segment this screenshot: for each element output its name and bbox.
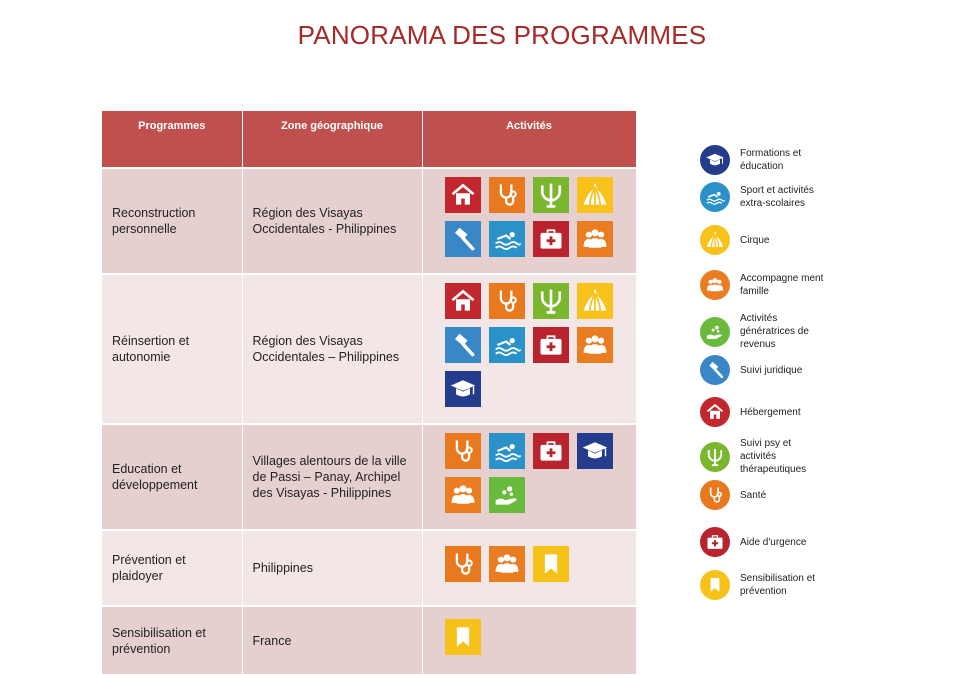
first-aid-icon <box>700 527 730 557</box>
first-aid-icon <box>533 433 569 469</box>
family-icon <box>577 221 613 257</box>
legend-item <box>700 225 830 255</box>
swimmer-icon <box>489 433 525 469</box>
table-row <box>102 168 636 274</box>
legend-item <box>700 355 830 385</box>
zone-cell: Villages alentours de la ville de Passi – Panay, Archipel des Visayas - Philippines <box>242 424 422 530</box>
legend-item <box>700 182 830 212</box>
legend-label: Suivi psy et activités thérapeutiques <box>740 438 807 475</box>
zone-cell: Philippines <box>242 530 422 606</box>
family-icon <box>489 546 525 582</box>
zone-cell: Région des Visayas Occidentales - Philippines <box>242 168 422 274</box>
legend-label: Cirque <box>740 234 770 246</box>
family-icon <box>700 270 730 300</box>
family-icon <box>577 327 613 363</box>
seedling-hand-icon <box>489 477 525 513</box>
swimmer-icon <box>489 327 525 363</box>
table-row <box>102 530 636 606</box>
stethoscope-icon <box>445 546 481 582</box>
legend-label: Accompagne ment famille <box>740 273 824 297</box>
stethoscope-icon <box>489 283 525 319</box>
psi-icon <box>533 283 569 319</box>
table-row <box>102 274 636 424</box>
graduation-cap-icon <box>445 371 481 407</box>
legend-item <box>700 480 830 510</box>
swimmer-icon <box>489 221 525 257</box>
programme-cell: Prévention et plaidoyer <box>102 530 242 606</box>
table-row <box>102 424 636 530</box>
house-icon <box>700 397 730 427</box>
house-icon <box>445 283 481 319</box>
graduation-cap-icon <box>700 145 730 175</box>
legend-label: Aide d'urgence <box>740 536 807 548</box>
gavel-icon <box>700 355 730 385</box>
legend-label: Activités génératrices de revenus <box>740 313 809 350</box>
header-programmes: Programmes <box>102 111 242 168</box>
programme-cell: Reconstruction personnelle <box>102 168 242 274</box>
swimmer-icon <box>700 182 730 212</box>
activities-cell <box>422 274 636 424</box>
bookmark-icon <box>700 570 730 600</box>
stethoscope-icon <box>489 177 525 213</box>
legend-label: Sensibilisation et prévention <box>740 573 816 597</box>
stethoscope-icon <box>445 433 481 469</box>
programme-cell: Sensibilisation et prévention <box>102 606 242 674</box>
gavel-icon <box>445 221 481 257</box>
legend-label: Santé <box>740 489 767 501</box>
activities-cell <box>422 424 636 530</box>
legend-item <box>700 312 830 351</box>
psi-icon <box>533 177 569 213</box>
bookmark-icon <box>533 546 569 582</box>
family-icon <box>445 477 481 513</box>
legend-item <box>700 527 830 557</box>
header-zone: Zone géographique <box>242 111 422 168</box>
legend-label: Suivi juridique <box>740 364 803 376</box>
graduation-cap-icon <box>577 433 613 469</box>
header-activites: Activités <box>422 111 636 168</box>
seedling-hand-icon <box>700 317 730 347</box>
first-aid-icon <box>533 327 569 363</box>
circus-tent-icon <box>577 177 613 213</box>
activities-cell <box>422 606 636 674</box>
programme-cell: Education et développement <box>102 424 242 530</box>
first-aid-icon <box>533 221 569 257</box>
circus-tent-icon <box>700 225 730 255</box>
legend-item <box>700 270 830 300</box>
legend-item <box>700 570 830 600</box>
circus-tent-icon <box>577 283 613 319</box>
page-title: PANORAMA DES PROGRAMMES <box>297 20 707 50</box>
legend-label: Formations et éducation <box>740 148 802 172</box>
zone-cell: Région des Visayas Occidentales – Philippines <box>242 274 422 424</box>
table-header-row <box>102 111 636 168</box>
stethoscope-icon <box>700 480 730 510</box>
legend-item <box>700 437 830 476</box>
activities-cell <box>422 530 636 606</box>
activities-cell <box>422 168 636 274</box>
legend-item <box>700 397 830 427</box>
gavel-icon <box>445 327 481 363</box>
zone-cell: France <box>242 606 422 674</box>
house-icon <box>445 177 481 213</box>
programme-cell: Réinsertion et autonomie <box>102 274 242 424</box>
psi-icon <box>700 442 730 472</box>
legend-item <box>700 145 830 175</box>
bookmark-icon <box>445 619 481 655</box>
table-row <box>102 606 636 674</box>
programs-table <box>102 111 637 674</box>
legend-label: Hébergement <box>740 406 801 418</box>
legend-label: Sport et activités extra-scolaires <box>740 185 814 209</box>
